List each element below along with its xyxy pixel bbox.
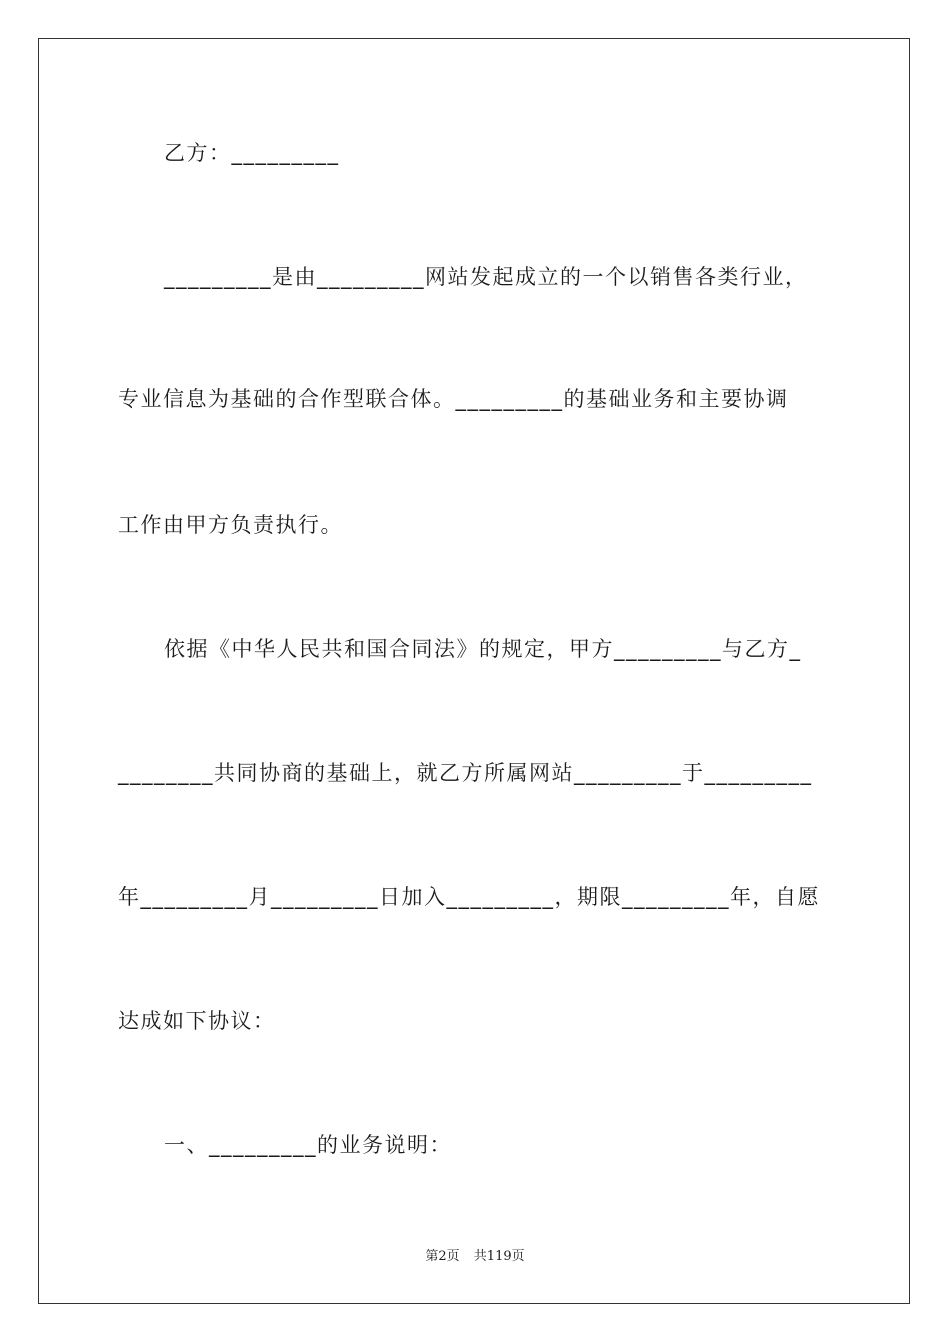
paragraph-2-line-3: 年_________月_________日加入_________，期限_________年，自愿 (118, 885, 820, 909)
paragraph-1-line-1: _________是由_________网站发起成立的一个以销售各类行业， (164, 265, 808, 289)
party-b-line: 乙方：_________ (164, 141, 340, 165)
paragraph-2-line-2: ________共同协商的基础上，就乙方所属网站_________于_________ (118, 761, 813, 785)
paragraph-1-line-3: 工作由甲方负责执行。 (118, 513, 343, 537)
paragraph-2-line-4: 达成如下协议： (118, 1009, 276, 1033)
total-pages: 共119页 (473, 1249, 525, 1264)
page-number: 第2页 (425, 1249, 460, 1264)
page-footer (0, 1248, 950, 1266)
paragraph-2-line-1: 依据《中华人民共和国合同法》的规定，甲方_________与乙方_ (164, 637, 802, 661)
page-border (38, 38, 910, 1304)
section-1-heading: 一、_________的业务说明： (164, 1133, 452, 1157)
paragraph-1-line-2: 专业信息为基础的合作型联合体。_________的基础业务和主要协调 (118, 387, 789, 411)
